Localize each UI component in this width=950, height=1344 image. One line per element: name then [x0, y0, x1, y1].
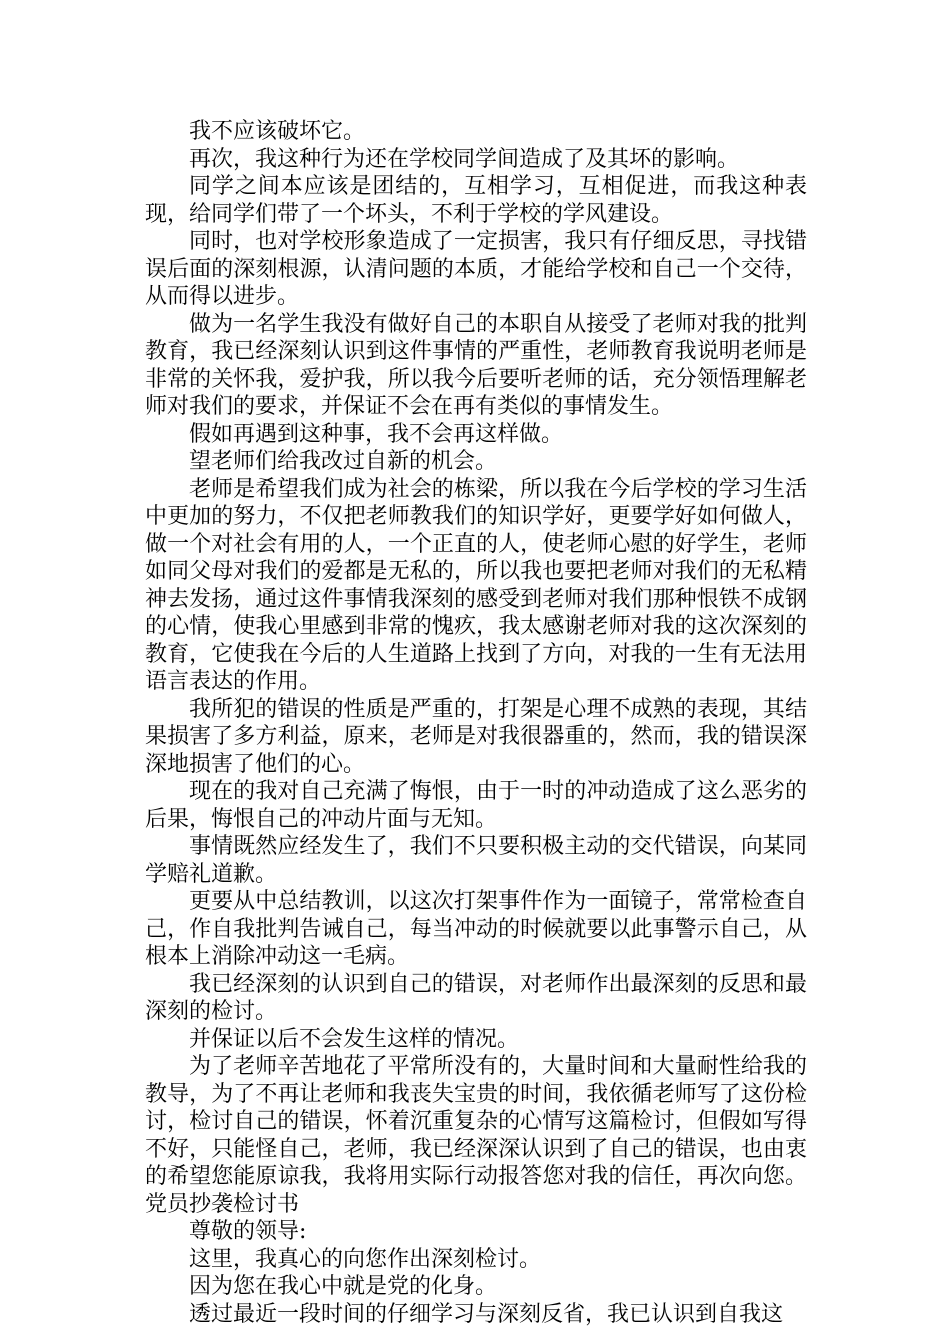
- paragraph: 老师是希望我们成为社会的栋梁，所以我在今后学校的学习生活中更加的努力，不仅把老师教我们的知识学好，更要学好如何做人，做一个对社会有用的人，一个正直的人，使老师心慰的好学生，老师如同父母对我们的爱都是无私的，所以我也要把老师对我们的无私精神去发扬，通过这件事情我深刻的感受到老师对我们那种恨铁不成钢的心情，使我心里感到非常的愧疚，我太感谢老师对我的这次深刻的教育，它使我在今后的人生道路上找到了方向，对我的一生有无法用语言表达的作用。: [145, 476, 807, 694]
- paragraph: 望老师们给我改过自新的机会。: [189, 449, 498, 474]
- paragraph: 假如再遇到这种事，我不会再这样做。: [189, 421, 564, 447]
- paragraph: 我不应该破坏它。: [189, 119, 366, 144]
- document-page: [145, 118, 807, 1328]
- paragraph: 做为一名学生我没有做好自己的本职自从接受了老师对我的批判教育，我已经深刻认识到这件事情的严重性，老师教育我说明老师是非常的关怀我，爱护我，所以我今后要听老师的话，充分领悟理解老师对我们的要求，并保证不会在再有类似的事情发生。: [145, 311, 807, 419]
- paragraph: 我已经深刻的认识到自己的错误，对老师作出最深刻的反思和最深刻的检讨。: [145, 971, 807, 1024]
- paragraph: 我所犯的错误的性质是严重的，打架是心理不成熟的表现，其结果损害了多方利益，原来，老师是对我很器重的，然而，我的错误深深地损害了他们的心。: [145, 696, 807, 777]
- paragraph: 事情既然应经发生了，我们不只要积极主动的交代错误，向某同学赔礼道歉。: [145, 834, 807, 887]
- paragraph: 这里，我真心的向您作出深刻检讨。: [189, 1246, 542, 1272]
- paragraph: 透过最近一段时间的仔细学习与深刻反省，我已认识到自我这: [189, 1301, 784, 1327]
- paragraph: 同学之间本应该是团结的，互相学习，互相促进，而我这种表现，给同学们带了一个坏头，不利于学校的学风建设。: [145, 174, 807, 227]
- paragraph: 更要从中总结教训，以这次打架事件作为一面镜子，常常检查自己，作自我批判告诫自己，每当冲动的时候就要以此事警示自己，从根本上消除冲动这一毛病。: [145, 889, 807, 969]
- paragraph: 为了老师辛苦地花了平常所没有的，大量时间和大量耐性给我的教导，为了不再让老师和我丧失宝贵的时间，我依循老师写了这份检讨，检讨自己的错误，怀着沉重复杂的心情写这篇检讨，但假如写得不好，只能怪自己，老师，我已经深深认识到了自己的错误，也由衷的希望您能原谅我，我将用实际行动报答您对我的信任，再次向您。党员抄袭检讨书: [145, 1054, 807, 1217]
- paragraph: 尊敬的领导:: [189, 1219, 307, 1244]
- paragraph: 因为您在我心中就是党的化身。: [189, 1274, 498, 1299]
- paragraph: 再次，我这种行为还在学校同学间造成了及其坏的影响。: [189, 146, 740, 172]
- paragraph: 现在的我对自己充满了悔恨，由于一时的冲动造成了这么恶劣的后果，悔恨自己的冲动片面与无知。: [145, 779, 807, 832]
- paragraph: 同时，也对学校形象造成了一定损害，我只有仔细反思，寻找错误后面的深刻根源，认清问题的本质，才能给学校和自己一个交待，从而得以进步。: [145, 229, 807, 309]
- paragraph: 并保证以后不会发生这样的情况。: [189, 1026, 520, 1052]
